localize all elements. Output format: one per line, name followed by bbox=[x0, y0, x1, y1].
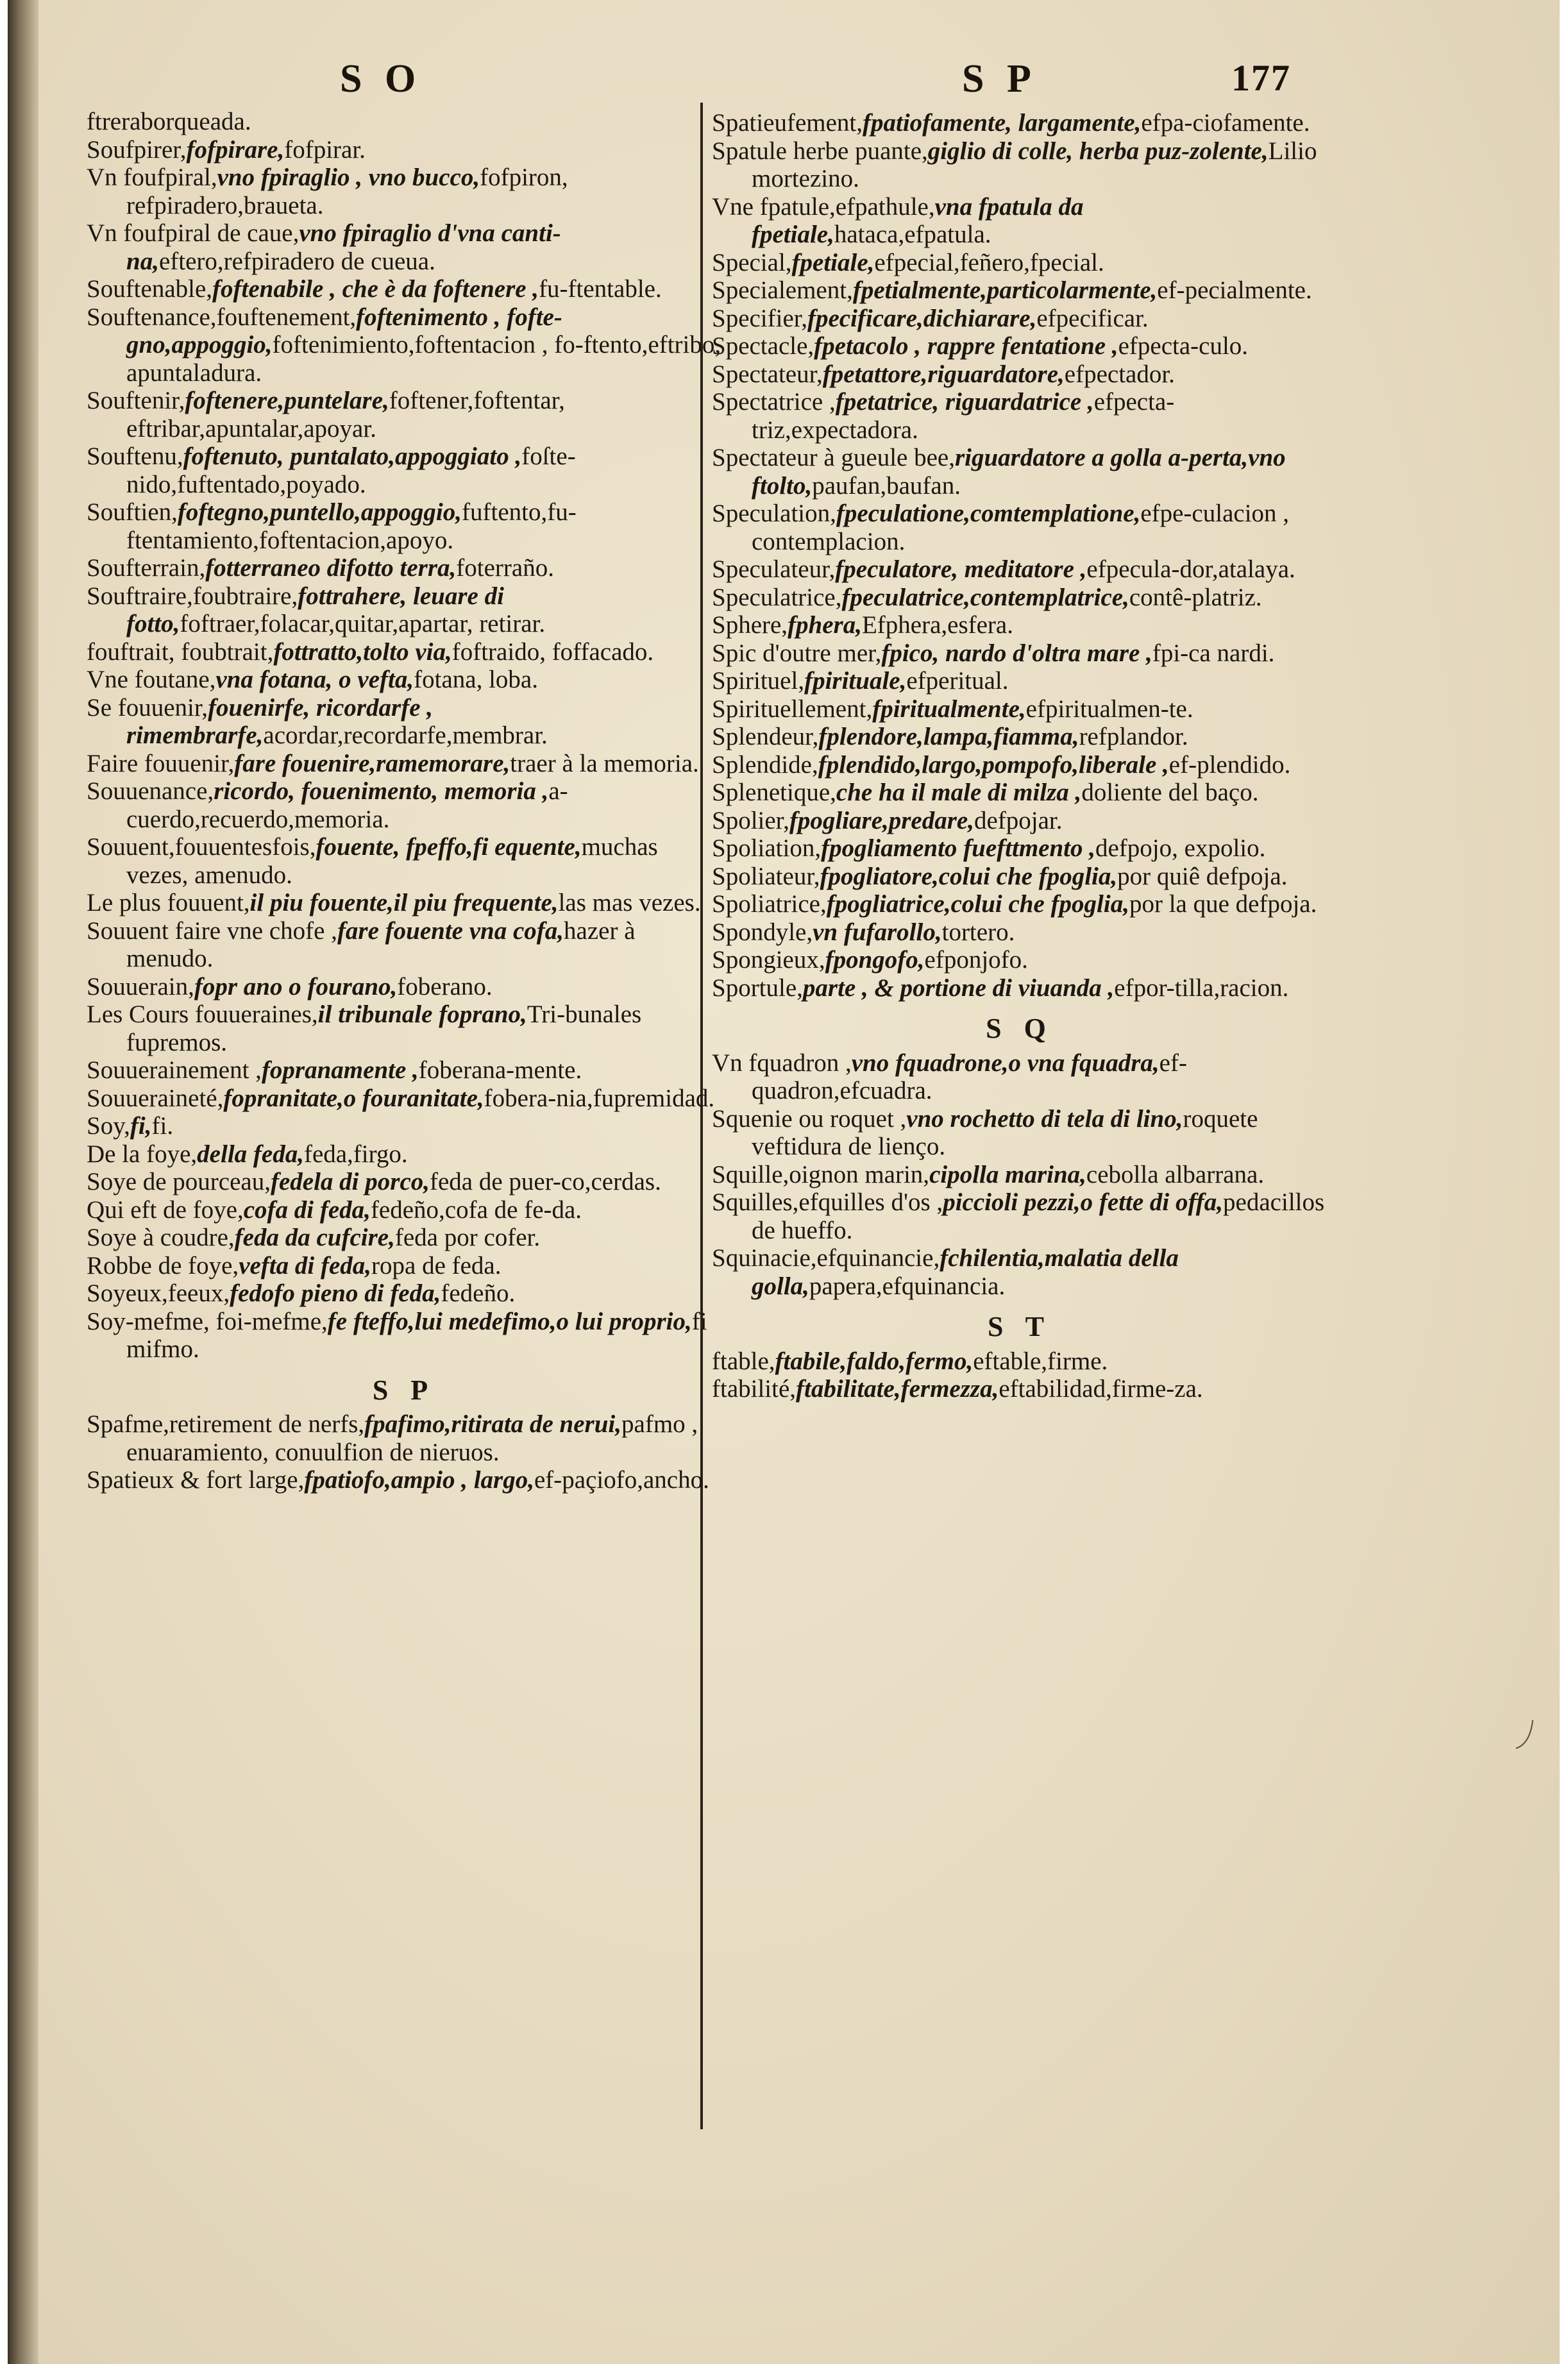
headword-french: Spafme,retirement de nerfs, bbox=[87, 1410, 365, 1438]
gloss-italian: foftenuto, puntalato,appoggiato , bbox=[183, 443, 522, 470]
dictionary-entry bbox=[712, 1105, 1328, 1161]
gloss-spanish: fi mifmo. bbox=[126, 1307, 707, 1363]
dictionary-entry bbox=[712, 807, 1328, 835]
headword-french: Souftien, bbox=[87, 498, 178, 526]
headword-french: Spatule herbe puante, bbox=[712, 137, 928, 165]
dictionary-entry bbox=[87, 1168, 721, 1196]
gloss-spanish: feda,firgo. bbox=[303, 1140, 408, 1168]
headword-french: Souuenance, bbox=[87, 777, 214, 805]
section-heading: S Q bbox=[986, 1013, 1054, 1044]
headword-french: Specifier, bbox=[712, 304, 807, 332]
gloss-italian: fplendido,largo,pompofo,liberale , bbox=[818, 750, 1169, 779]
headword-french: Souuent faire vne chofe , bbox=[87, 916, 337, 945]
gloss-italian: fpongofo, bbox=[825, 946, 925, 974]
headword-french: Spolier, bbox=[712, 806, 789, 834]
headword-french: Spirituel, bbox=[712, 667, 805, 695]
gloss-spanish: acordar,recordarfe,membrar. bbox=[263, 722, 548, 749]
gloss-italian: parte , & portione di viuanda , bbox=[802, 974, 1115, 1002]
dictionary-entry bbox=[87, 694, 721, 750]
gloss-italian: fpico, nardo d'oltra mare , bbox=[881, 639, 1152, 667]
gloss-italian: della feda, bbox=[197, 1140, 304, 1168]
gloss-italian: fphera, bbox=[788, 611, 862, 639]
dictionary-entry bbox=[87, 275, 721, 303]
dictionary-entry bbox=[87, 1466, 721, 1494]
gloss-italian: fouenirfe, ricordarfe , rimembrarfe, bbox=[126, 693, 434, 749]
gloss-spanish: efpecta-culo. bbox=[1118, 332, 1249, 360]
gloss-italian: vn fufarollo, bbox=[813, 918, 942, 946]
gloss-spanish: fedeño. bbox=[441, 1279, 516, 1307]
headword-french: Les Cours fouueraines, bbox=[87, 1000, 318, 1028]
gloss-italian: cipolla marina, bbox=[929, 1160, 1086, 1188]
page-number: 177 bbox=[1231, 57, 1291, 99]
gloss-spanish: hazer à menudo. bbox=[126, 916, 636, 972]
gloss-spanish: fu-ftentable. bbox=[539, 275, 662, 303]
gloss-spanish: fofpirar. bbox=[284, 135, 366, 164]
headword-french: Splendide, bbox=[712, 750, 818, 779]
gloss-spanish: tortero. bbox=[941, 918, 1015, 946]
gloss-spanish: contê-platriz. bbox=[1129, 583, 1262, 611]
gloss-spanish: Efphera,esfera. bbox=[861, 611, 1013, 639]
gloss-spanish: efpe-culacion , contemplacion. bbox=[752, 500, 1290, 555]
headword-french: Qui eft de foye, bbox=[87, 1195, 244, 1224]
running-head-right: S P bbox=[962, 57, 1038, 101]
gloss-spanish: efpecificar. bbox=[1036, 304, 1149, 332]
headword-french: Speculation, bbox=[712, 500, 836, 527]
headword-french: Soufterrain, bbox=[87, 554, 206, 582]
dictionary-entry bbox=[712, 723, 1328, 751]
gloss-italian: fpogliatrice,colui che fpoglia, bbox=[826, 890, 1129, 918]
headword-french: Speculatrice, bbox=[712, 583, 842, 611]
headword-french: Spongieux, bbox=[712, 946, 825, 974]
gloss-italian: vno fquadrone,o vna fquadra, bbox=[851, 1049, 1159, 1077]
dictionary-entry bbox=[87, 303, 721, 387]
headword-french: Vn foufpiral, bbox=[87, 164, 217, 191]
gloss-spanish: foſte-nido,fuftentado,poyado. bbox=[126, 443, 576, 498]
gloss-spanish: Lilio mortezino. bbox=[752, 137, 1317, 192]
gloss-italian: vefta di feda, bbox=[239, 1251, 372, 1279]
dictionary-entry bbox=[712, 667, 1328, 695]
dictionary-entry bbox=[87, 387, 721, 443]
dictionary-entry bbox=[712, 332, 1328, 360]
headword-french: Soye de pourceau, bbox=[87, 1168, 271, 1195]
dictionary-entry bbox=[87, 1000, 721, 1056]
gloss-spanish: papera,efquinancia. bbox=[809, 1272, 1006, 1300]
headword-french: Vne fpatule,efpathule, bbox=[712, 192, 935, 221]
gloss-italian: fpafimo,ritirata de nerui, bbox=[364, 1410, 622, 1438]
dictionary-entry bbox=[87, 750, 721, 778]
headword-french: ftreraborqueada. bbox=[87, 108, 251, 135]
gloss-italian: fpetialmente,particolarmente, bbox=[852, 276, 1158, 304]
dictionary-entry bbox=[712, 388, 1328, 444]
gloss-spanish: las mas vezes. bbox=[558, 889, 701, 916]
dictionary-entry bbox=[87, 443, 721, 498]
headword-french: Vn fquadron , bbox=[712, 1049, 852, 1077]
gloss-spanish: ef-plendido. bbox=[1168, 750, 1291, 779]
headword-french: Souftenir, bbox=[87, 387, 185, 414]
gloss-italian: feda da cufcire, bbox=[234, 1224, 395, 1251]
dictionary-entry bbox=[712, 779, 1328, 807]
gloss-italian: fare fouente vna cofa, bbox=[337, 916, 564, 945]
dictionary-entry bbox=[712, 276, 1328, 305]
gloss-italian: ftabilitate,fermezza, bbox=[796, 1375, 999, 1403]
gloss-spanish: efpecta-triz,expectadora. bbox=[752, 388, 1175, 444]
gloss-italian: fedofo pieno di feda, bbox=[230, 1279, 441, 1307]
headword-french: Squille,oignon marin, bbox=[712, 1160, 930, 1188]
gloss-spanish: efpa-ciofamente. bbox=[1141, 109, 1310, 137]
gloss-spanish: fofpiron, refpiradero,braueta. bbox=[126, 164, 568, 219]
headword-french: Spoliatrice, bbox=[712, 890, 827, 918]
gloss-italian: fottrahere, leuare di fotto, bbox=[126, 582, 504, 637]
headword-french: Speculateur, bbox=[712, 555, 836, 583]
headword-french: Spectatrice , bbox=[712, 388, 836, 416]
gloss-italian: fedela di porco, bbox=[270, 1168, 430, 1195]
headword-french: Souftenu, bbox=[87, 443, 183, 470]
headword-french: fouftrait, foubtrait, bbox=[87, 637, 274, 666]
headword-french: ftable, bbox=[712, 1347, 775, 1375]
gloss-italian: foftenabile , che è da foftenere , bbox=[212, 275, 539, 303]
dictionary-entry bbox=[712, 1049, 1328, 1105]
headword-french: Squenie ou roquet , bbox=[712, 1104, 907, 1133]
dictionary-entry bbox=[712, 1347, 1328, 1376]
gloss-italian: fare fouenire,ramemorare, bbox=[234, 749, 510, 777]
headword-french: Spectateur à gueule bee, bbox=[712, 444, 955, 471]
dictionary-entry bbox=[87, 1308, 721, 1364]
gloss-spanish: eftero,refpiradero de cueua. bbox=[158, 247, 435, 275]
dictionary-entry bbox=[712, 444, 1328, 500]
gloss-italian: fpecificare,dichiarare, bbox=[807, 304, 1037, 332]
dictionary-entry bbox=[712, 751, 1328, 779]
gloss-italian: fpogliamento fuefttmento , bbox=[821, 834, 1095, 862]
dictionary-entry bbox=[87, 219, 721, 275]
dictionary-entry bbox=[87, 973, 721, 1001]
gloss-spanish: doliente del baço. bbox=[1081, 779, 1259, 806]
dictionary-entry bbox=[712, 500, 1328, 555]
gloss-italian: cofa di feda, bbox=[243, 1195, 371, 1224]
gloss-spanish: efponjofo. bbox=[924, 946, 1028, 974]
gloss-italian: fi, bbox=[130, 1112, 152, 1140]
gloss-italian: fpiritualmente, bbox=[872, 695, 1026, 723]
dictionary-entry bbox=[87, 554, 721, 582]
gloss-spanish: fpi-ca nardi. bbox=[1152, 639, 1275, 667]
gloss-spanish: efpecial,feñero,fpecial. bbox=[874, 248, 1104, 276]
section-heading: S P bbox=[372, 1374, 436, 1406]
gloss-spanish: ef-paçiofo,ancho. bbox=[534, 1466, 709, 1494]
headword-french: Vne foutane, bbox=[87, 666, 216, 693]
margin-pencil-mark bbox=[1513, 1719, 1539, 1757]
dictionary-entry bbox=[712, 1188, 1328, 1244]
headword-french: De la foye, bbox=[87, 1140, 198, 1168]
gloss-spanish: hataca,efpatula. bbox=[834, 221, 991, 248]
dictionary-entry bbox=[712, 974, 1328, 1002]
gloss-italian: fpogliatore,colui che fpoglia, bbox=[820, 862, 1118, 890]
dictionary-entry bbox=[87, 1252, 721, 1280]
gloss-italian: fpogliare,predare, bbox=[789, 806, 974, 834]
gloss-spanish: foterraño. bbox=[456, 554, 554, 582]
headword-french: Spic d'outre mer, bbox=[712, 639, 882, 667]
gloss-spanish: feda de puer-co,cerdas. bbox=[430, 1168, 661, 1195]
dictionary-entry bbox=[712, 639, 1328, 668]
dictionary-entry bbox=[712, 137, 1328, 193]
headword-french: Spondyle, bbox=[712, 918, 813, 946]
gloss-italian: riguardatore a golla a-perta,vno ftolto, bbox=[752, 444, 1286, 500]
gloss-spanish: Tri-bunales fupremos. bbox=[126, 1000, 642, 1056]
dictionary-entry bbox=[87, 1196, 721, 1224]
dictionary-entry bbox=[87, 666, 721, 694]
headword-french: Soye à coudre, bbox=[87, 1224, 235, 1251]
gloss-spanish: foftenimiento,foftentacion , fo-ftento,eftribo, apuntaladura. bbox=[126, 331, 721, 387]
headword-french: Le plus fouuent, bbox=[87, 889, 250, 916]
dictionary-entry bbox=[87, 1085, 721, 1113]
gloss-spanish: a-cuerdo,recuerdo,memoria. bbox=[126, 777, 568, 833]
dictionary-entry bbox=[87, 638, 721, 666]
dictionary-entry bbox=[87, 833, 721, 889]
headword-french: Splendeur, bbox=[712, 723, 819, 750]
gloss-spanish: pafmo , enuaramiento, conuulfion de nieruos. bbox=[126, 1410, 698, 1466]
left-column bbox=[87, 108, 721, 1494]
headword-french: Squinacie,efquinancie, bbox=[712, 1244, 940, 1272]
running-head-left: S O bbox=[340, 57, 423, 101]
gloss-spanish: cebolla albarrana. bbox=[1086, 1160, 1265, 1188]
gloss-spanish: pedacillos de hueffo. bbox=[752, 1188, 1325, 1244]
gloss-spanish: fobera-nia,fupremidad. bbox=[484, 1084, 715, 1112]
gloss-italian: fpatiofo,ampio , largo, bbox=[304, 1466, 534, 1494]
dictionary-entry bbox=[87, 498, 721, 554]
headword-french: Sphere, bbox=[712, 611, 788, 639]
headword-french: Souuerain, bbox=[87, 972, 194, 1000]
gloss-italian: fofpirare, bbox=[186, 135, 285, 164]
gloss-italian: il tribunale foprano, bbox=[317, 1000, 527, 1028]
gloss-spanish: ef-quadron,efcuadra. bbox=[752, 1049, 1187, 1104]
gloss-italian: che ha il male di milza , bbox=[836, 779, 1082, 806]
headword-french: Robbe de foye, bbox=[87, 1251, 239, 1279]
gloss-italian: piccioli pezzi,o fette di offa, bbox=[943, 1188, 1224, 1216]
headword-french: Souueraineté, bbox=[87, 1084, 224, 1112]
headword-french: Spoliation, bbox=[712, 834, 822, 862]
gloss-spanish: paufan,baufan. bbox=[812, 471, 961, 500]
gloss-italian: ftabile,faldo,fermo, bbox=[775, 1347, 974, 1375]
headword-french: Splenetique, bbox=[712, 779, 836, 806]
gloss-italian: foftenimento , fofte-gno,appoggio, bbox=[126, 303, 562, 359]
headword-french: Sportule, bbox=[712, 974, 803, 1002]
dictionary-entry bbox=[87, 1224, 721, 1252]
gloss-spanish: efpor-tilla,racion. bbox=[1114, 974, 1289, 1002]
gloss-italian: fopranitate,o fouranitate, bbox=[223, 1084, 484, 1112]
dictionary-entry bbox=[712, 249, 1328, 277]
dictionary-entry bbox=[87, 1279, 721, 1308]
gloss-spanish: traer à la memoria. bbox=[510, 749, 699, 777]
gloss-italian: fpetattore,riguardatore, bbox=[822, 360, 1065, 388]
gloss-italian: fpeculatrice,contemplatrice, bbox=[841, 583, 1129, 611]
gloss-italian: vna fotana, o vefta, bbox=[215, 666, 414, 693]
dictionary-entry bbox=[87, 1056, 721, 1085]
gloss-italian: fpeculatione,comtemplatione, bbox=[836, 500, 1141, 527]
dictionary-entry bbox=[87, 917, 721, 973]
headword-french: Spoliateur, bbox=[712, 862, 820, 890]
headword-french: Spirituellement, bbox=[712, 695, 873, 723]
dictionary-entry bbox=[712, 305, 1328, 333]
headword-french: Vn foufpiral de caue, bbox=[87, 219, 299, 247]
gloss-italian: fottratto,tolto via, bbox=[273, 637, 452, 666]
gloss-italian: fplendore,lampa,fiamma, bbox=[818, 723, 1079, 750]
gloss-spanish: roquete veftidura de lienço. bbox=[752, 1104, 1258, 1160]
gloss-italian: fpirituale, bbox=[804, 667, 907, 695]
dictionary-entry bbox=[712, 890, 1328, 918]
gloss-italian: foftenere,puntelare, bbox=[185, 387, 389, 414]
gloss-spanish: foftener,foftentar, eftribar,apuntalar,apoyar. bbox=[126, 387, 565, 443]
dictionary-entry bbox=[712, 1375, 1328, 1403]
dictionary-entry bbox=[712, 1244, 1328, 1300]
headword-french: Souftraire,foubtraire, bbox=[87, 582, 298, 610]
dictionary-entry bbox=[712, 109, 1328, 137]
dictionary-entry bbox=[712, 863, 1328, 891]
gloss-spanish: ef-pecialmente. bbox=[1157, 276, 1312, 304]
dictionary-entry bbox=[87, 108, 721, 136]
gloss-spanish: por la que defpoja. bbox=[1129, 890, 1317, 918]
headword-french: Souuerainement , bbox=[87, 1056, 262, 1084]
headword-french: Special, bbox=[712, 248, 792, 276]
gloss-spanish: refplandor. bbox=[1079, 723, 1188, 750]
right-column bbox=[712, 109, 1328, 1403]
gloss-italian: ricordo, fouenimento, memoria , bbox=[214, 777, 549, 805]
gloss-spanish: fedeño,cofa de fe-da. bbox=[370, 1195, 582, 1224]
dictionary-entry bbox=[87, 1410, 721, 1466]
dictionary-entry bbox=[87, 136, 721, 164]
gloss-spanish: efpectador. bbox=[1064, 360, 1175, 388]
gloss-italian: vno rochetto di tela di lino, bbox=[906, 1104, 1183, 1133]
dictionary-entry bbox=[87, 1112, 721, 1140]
dictionary-entry bbox=[712, 611, 1328, 639]
gloss-italian: fpetacolo , rappre fentatione , bbox=[814, 332, 1118, 360]
headword-french: Soufpirer, bbox=[87, 135, 187, 164]
gloss-italian: fchilentia,malatia della golla, bbox=[752, 1244, 1179, 1300]
headword-french: Faire fouuenir, bbox=[87, 749, 235, 777]
dictionary-entry bbox=[712, 918, 1328, 947]
dictionary-entry bbox=[712, 584, 1328, 612]
dictionary-entry bbox=[712, 193, 1328, 249]
headword-french: Se fouuenir, bbox=[87, 693, 208, 722]
headword-french: ftabilité, bbox=[712, 1375, 797, 1403]
gloss-italian: fe fteffo,lui medefimo,o lui proprio, bbox=[327, 1307, 692, 1335]
dictionary-entry bbox=[87, 1140, 721, 1169]
gloss-spanish: ropa de feda. bbox=[371, 1251, 502, 1279]
gloss-italian: fpatiofamente, largamente, bbox=[863, 109, 1142, 137]
dictionary-entry bbox=[712, 834, 1328, 863]
gloss-italian: vna fpatula da fpetiale, bbox=[752, 192, 1084, 248]
gloss-italian: vno fpiraglio , vno bucco, bbox=[217, 164, 480, 191]
headword-french: Spectateur, bbox=[712, 360, 823, 388]
gloss-spanish: efpiritualmen-te. bbox=[1025, 695, 1193, 723]
gloss-italian: foftegno,puntello,appoggio, bbox=[177, 498, 462, 526]
headword-french: Soy, bbox=[87, 1112, 130, 1140]
dictionary-entry bbox=[87, 889, 721, 917]
gloss-spanish: fotana, loba. bbox=[414, 666, 538, 693]
gloss-spanish: fi. bbox=[151, 1112, 174, 1140]
gloss-spanish: efpecula-dor,atalaya. bbox=[1086, 555, 1295, 583]
gloss-spanish: foberana-mente. bbox=[418, 1056, 582, 1084]
gloss-italian: fotterraneo difotto terra, bbox=[205, 554, 457, 582]
gloss-spanish: fuftento,fu-ftentamiento,foftentacion,apoyo. bbox=[126, 498, 577, 554]
binding-gutter bbox=[8, 0, 38, 2364]
gloss-italian: fopr ano o fourano, bbox=[194, 972, 398, 1000]
dictionary-entry bbox=[712, 360, 1328, 389]
dictionary-entry bbox=[712, 695, 1328, 723]
dictionary-entry bbox=[712, 946, 1328, 974]
gloss-spanish: eftabilidad,firme-za. bbox=[999, 1375, 1203, 1403]
headword-french: Spatieufement, bbox=[712, 109, 863, 137]
headword-french: Squilles,efquilles d'os , bbox=[712, 1188, 943, 1216]
gloss-spanish: efperitual. bbox=[906, 667, 1009, 695]
gloss-italian: il piu fouente,il piu frequente, bbox=[249, 889, 559, 916]
headword-french: Spectacle, bbox=[712, 332, 814, 360]
gloss-spanish: foftraer,folacar,quitar,apartar, retirar. bbox=[180, 610, 546, 637]
dictionary-entry bbox=[87, 777, 721, 833]
dictionary-entry bbox=[87, 164, 721, 219]
dictionary-entry bbox=[712, 555, 1328, 584]
gloss-spanish: defpojar. bbox=[974, 806, 1063, 834]
headword-french: Souuent,fouuentesfois, bbox=[87, 833, 316, 861]
section-heading: S T bbox=[987, 1311, 1052, 1342]
gloss-italian: vno fpiraglio d'vna canti-na, bbox=[126, 219, 561, 275]
gloss-italian: fpetatrice, riguardatrice , bbox=[835, 388, 1094, 416]
headword-french: Souftenance,fouftenement, bbox=[87, 303, 357, 331]
headword-french: Soy-mefme, foi-mefme, bbox=[87, 1307, 328, 1335]
gloss-italian: fopranamente , bbox=[261, 1056, 419, 1084]
gloss-spanish: muchas vezes, amenudo. bbox=[126, 833, 658, 889]
gloss-italian: fouente, fpeffo,fi equente, bbox=[316, 833, 582, 861]
gloss-spanish: por quiê defpoja. bbox=[1117, 862, 1288, 890]
gloss-spanish: defpojo, expolio. bbox=[1095, 834, 1266, 862]
gloss-spanish: feda por cofer. bbox=[394, 1224, 541, 1251]
headword-french: Souftenable, bbox=[87, 275, 213, 303]
gloss-spanish: foftraido, foffacado. bbox=[451, 637, 654, 666]
gloss-spanish: eftable,firme. bbox=[973, 1347, 1108, 1375]
headword-french: Soyeux,feeux, bbox=[87, 1279, 230, 1307]
gloss-spanish: foberano. bbox=[397, 972, 493, 1000]
dictionary-entry bbox=[712, 1161, 1328, 1189]
gloss-italian: fpeculatore, meditatore , bbox=[835, 555, 1087, 583]
dictionary-entry bbox=[87, 582, 721, 638]
gloss-italian: fpetiale, bbox=[791, 248, 875, 276]
gloss-italian: giglio di colle, herba puz-zolente, bbox=[927, 137, 1269, 165]
headword-french: Specialement, bbox=[712, 276, 853, 304]
headword-french: Spatieux & fort large, bbox=[87, 1466, 305, 1494]
